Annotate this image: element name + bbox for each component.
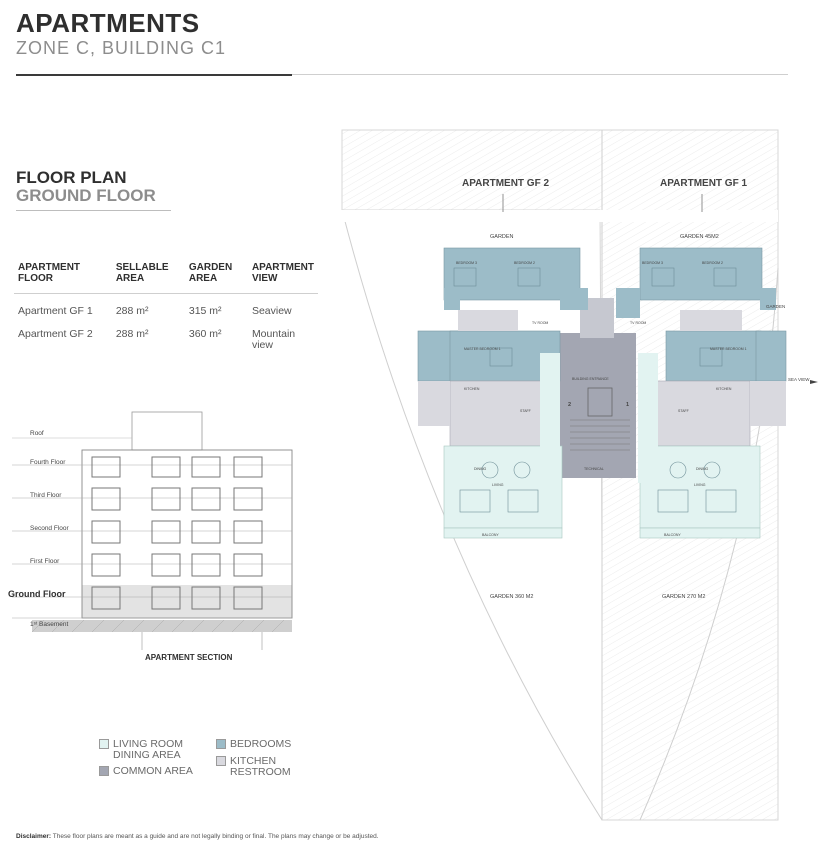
label-bedroom2-right: BEDROOM 2	[702, 261, 724, 265]
label-kitchen-left: KITCHEN	[464, 387, 480, 391]
floor-plan-divider	[16, 210, 171, 211]
floor-label-basement: 1ˢᵗ Basement	[30, 621, 69, 628]
label-dining-right: DINING	[696, 467, 709, 471]
label-dining-left: DINING	[474, 467, 487, 471]
label-staff-right: STAFF	[678, 409, 689, 413]
label-bedroom3-right: BEDROOM 3	[642, 261, 664, 265]
legend-living: LIVING ROOM DINING AREA	[113, 738, 184, 761]
floor-label-third: Third Floor	[30, 492, 62, 499]
label-sea-view: SEA VIEW	[788, 377, 810, 382]
floor-label-second: Second Floor	[30, 525, 69, 532]
table-row	[14, 321, 318, 355]
cell-apartment: Apartment GF 2	[18, 328, 93, 340]
floor-label-first: First Floor	[30, 558, 60, 565]
col-sellable-area: SELLABLE AREA	[112, 260, 185, 294]
label-living-right: LIVING	[694, 483, 706, 487]
ground-floor-plan	[340, 128, 820, 822]
section-caption: APARTMENT SECTION	[145, 653, 233, 662]
label-staff-left: STAFF	[520, 409, 531, 413]
label-garden-side: GARDEN	[766, 304, 786, 309]
col-apartment-view: APARTMENT VIEW	[248, 260, 318, 294]
label-bedroom2-left: BEDROOM 2	[514, 261, 536, 265]
label-kitchen-right: KITCHEN	[716, 387, 732, 391]
floor-plan-title: FLOOR PLAN	[16, 168, 127, 187]
header-divider-accent	[16, 74, 292, 76]
table-row	[14, 294, 318, 322]
floor-plan-subtitle: GROUND FLOOR	[16, 186, 156, 205]
cell-view: Seaview	[251, 305, 292, 317]
legend-bedrooms: BEDROOMS	[230, 738, 292, 750]
floor-plan-drawing	[340, 128, 820, 822]
col-garden-area: GARDEN AREA	[185, 260, 248, 294]
page-title: APARTMENTS	[16, 8, 200, 38]
apartment-section	[8, 410, 302, 670]
label-garden-bottom-right: GARDEN 270 M2	[662, 594, 706, 600]
floor-label-ground: Ground Floor	[8, 589, 66, 599]
cell-view: Mountain view	[251, 328, 296, 351]
label-garden-top-right: GARDEN 45M2	[680, 234, 719, 240]
label-bedroom3-left: BEDROOM 3	[456, 261, 478, 265]
label-master-left: MASTER BEDROOM 1	[464, 347, 501, 351]
label-tv-room-right: TV ROOM	[630, 321, 647, 325]
floor-label-fourth: Fourth Floor	[30, 459, 66, 466]
label-entrance-2: 2	[568, 402, 572, 408]
disclaimer	[16, 833, 379, 840]
legend-swatch-living	[99, 739, 109, 749]
legend-common: COMMON AREA	[113, 765, 193, 777]
legend-swatch-kitchen	[216, 756, 226, 766]
label-building-entrance: BUILDING ENTRANCE	[572, 377, 609, 381]
legend-swatch-bedrooms	[216, 739, 226, 749]
cell-apartment: Apartment GF 1	[18, 305, 93, 317]
table-header-row	[14, 260, 318, 294]
label-balcony-right: BALCONY	[664, 533, 681, 537]
label-tv-room-left: TV ROOM	[532, 321, 549, 325]
label-master-right: MASTER BEDROOM 1	[710, 347, 747, 351]
disclaimer-label: Disclaimer:	[16, 833, 52, 840]
label-living-left: LIVING	[492, 483, 504, 487]
label-balcony-left: BALCONY	[482, 533, 499, 537]
disclaimer-text: These floor plans are meant as a guide and are not legally binding or final. The plans may change or be adjusted.	[51, 833, 379, 840]
label-garden-top-left: GARDEN	[490, 234, 514, 240]
legend-kitchen: KITCHEN RESTROOM	[230, 755, 291, 778]
page-subtitle: ZONE C, BUILDING C1	[16, 38, 227, 58]
legend-swatch-common	[99, 766, 109, 776]
col-apartment-floor: APARTMENT FLOOR	[14, 260, 112, 294]
label-entrance-1: 1	[626, 402, 630, 408]
cell-garden: 315 m²	[188, 305, 222, 317]
label-apt-gf1: APARTMENT GF 1	[660, 178, 748, 189]
cell-sellable: 288 m²	[115, 305, 149, 317]
cell-garden: 360 m²	[188, 328, 222, 340]
label-apt-gf2: APARTMENT GF 2	[462, 178, 550, 189]
label-garden-bottom-left: GARDEN 360 M2	[490, 594, 534, 600]
label-technical: TECHNICAL	[584, 467, 604, 471]
floor-label-roof: Roof	[30, 430, 44, 437]
apartment-table	[14, 260, 318, 355]
cell-sellable: 288 m²	[115, 328, 149, 340]
